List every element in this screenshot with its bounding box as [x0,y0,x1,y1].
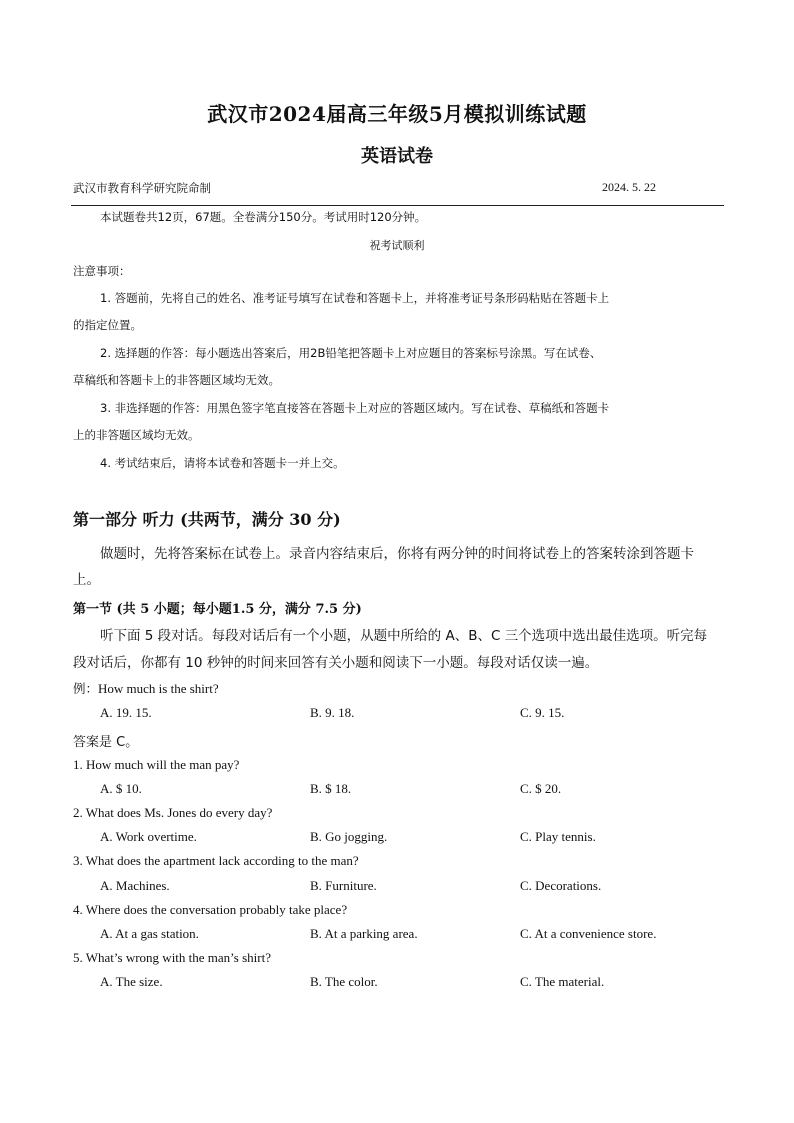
question-5-option-c: C. The material. [520,974,605,989]
question-1-option-a: A. $ 10. [100,781,142,796]
question-1-option-c: C. $ 20. [520,781,562,796]
example-option-b: B. 9. 18. [310,705,355,720]
notice-item-2-line-2: 草稿纸和答题卡上的非答题区域均无效。 [73,373,280,387]
notice-item-1-line-1: 1. 答题前，先将自己的姓名、准考证号填写在试卷和答题卡上，并将准考证号条形码粘贴在答题卡上 [100,291,610,305]
question-2: 2. What does Ms. Jones do every day? [73,805,273,820]
notice-item-2-line-1: 2. 选择题的作答：每小题选出答案后，用2B铅笔把答题卡上对应题目的答案标号涂黑。写在试卷、 [100,346,602,360]
question-5: 5. What’s wrong with the man’s shirt? [73,950,271,965]
section1-heading: 第一节 (共 5 小题；每小题1.5 分，满分 7.5 分) [73,602,362,617]
question-2-option-b: B. Go jogging. [310,829,388,844]
part1-heading: 第一部分 听力 (共两节，满分 30 分) [73,510,341,529]
question-1-option-b: B. $ 18. [310,781,352,796]
section1-intro-line-2: 段对话后，你都有 10 秒钟的时间来回答有关小题和阅读下一小题。每段对话仅读一遍。 [73,655,599,671]
question-5-option-a: A. The size. [100,974,163,989]
part1-intro-line-2: 上。 [73,572,100,588]
question-3-option-c: C. Decorations. [520,878,602,893]
part1-intro-line-1: 做题时，先将答案标在试卷上。录音内容结束后，你将有两分钟的时间将试卷上的答案转涂到答题卡 [100,546,694,562]
example-option-c: C. 9. 15. [520,705,565,720]
example-question-text: How much is the shirt? [98,681,219,696]
question-4: 4. Where does the conversation probably take place? [73,902,348,917]
example-prefix: 例： [73,681,99,696]
question-4-option-b: B. At a parking area. [310,926,418,941]
question-2-option-a: A. Work overtime. [100,829,197,844]
question-4-option-c: C. At a convenience store. [520,926,657,941]
notice-summary: 本试题卷共12页，67题。全卷满分150分。考试用时120分钟。 [100,210,427,224]
section1-intro-line-1: 听下面 5 段对话。每段对话后有一个小题，从题中所给的 A、B、C 三个选项中选出最佳选项。听完每 [100,628,708,644]
question-2-option-c: C. Play tennis. [520,829,596,844]
question-4-option-a: A. At a gas station. [100,926,199,941]
question-3: 3. What does the apartment lack according to the man? [73,853,359,868]
notice-item-1-line-2: 的指定位置。 [73,318,142,332]
exam-subtitle: 英语试卷 [361,146,433,167]
example-option-a: A. 19. 15. [100,705,152,720]
notice-item-4: 4. 考试结束后，请将本试卷和答题卡一并上交。 [100,456,345,470]
example-question [73,679,219,697]
exam-title: 武汉市2024届高三年级5月模拟训练试题 [207,102,587,126]
question-3-option-a: A. Machines. [100,878,170,893]
question-1: 1. How much will the man pay? [73,757,240,772]
question-5-option-b: B. The color. [310,974,378,989]
exam-date: 2024. 5. 22 [602,180,656,194]
publisher: 武汉市教育科学研究院命制 [73,181,211,195]
notice-label: 注意事项： [73,264,131,278]
notice-item-3-line-2: 上的非答题区域均无效。 [73,428,200,442]
notice-item-3-line-1: 3. 非选择题的作答：用黑色签字笔直接答在答题卡上对应的答题区域内。写在试卷、草稿纸和答题卡 [100,401,610,415]
example-answer: 答案是 C。 [73,735,139,750]
question-3-option-b: B. Furniture. [310,878,377,893]
notice-wish: 祝考试顺利 [369,239,425,252]
